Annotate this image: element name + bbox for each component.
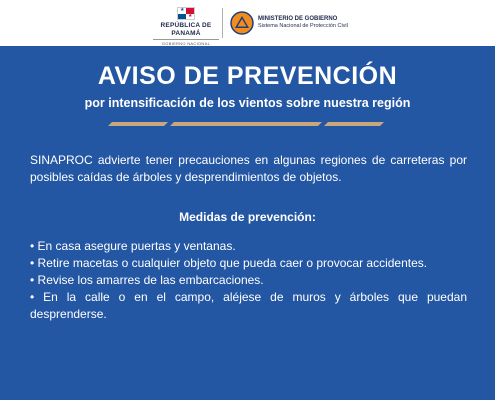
ministry-title: MINISTERIO DE GOBIERNO bbox=[258, 16, 338, 22]
country-subtitle: GOBIERNO NACIONAL bbox=[153, 39, 219, 46]
country-title: REPÚBLICA DE PANAMÁ bbox=[160, 22, 212, 37]
list-item: • Retire macetas o cualquier objeto que pueda caer o provocar accidentes. bbox=[30, 256, 428, 270]
list-item: • En casa asegure puertas y ventanas. bbox=[30, 239, 236, 253]
list-item: • Revise los amarres de las embarcaciones. bbox=[30, 273, 264, 287]
measures-heading: Medidas de prevención: bbox=[179, 210, 316, 224]
list-item: • En la calle o en el campo, aléjese de muros y árboles que puedan desprenderse. bbox=[30, 290, 467, 321]
header-bar bbox=[0, 0, 495, 46]
intro-paragraph: SINAPROC advierte tener precauciones en algunas regiones de carreteras por posibles caídas de árboles y desprendimientos de objetos. bbox=[30, 153, 467, 184]
header-divider bbox=[222, 8, 223, 38]
notice-subtitle: por intensificación de los vientos sobre nuestra región bbox=[84, 96, 411, 110]
decorative-rule bbox=[108, 122, 384, 126]
sinaproc-logo-icon bbox=[230, 11, 254, 35]
notice-title: AVISO DE PREVENCIÓN bbox=[97, 62, 398, 90]
panama-flag-icon: ★ ★ bbox=[177, 7, 195, 20]
measures-list bbox=[30, 238, 467, 323]
ministry-subtitle: Sistema Nacional de Protección Civil bbox=[258, 23, 348, 29]
ministry-text bbox=[258, 15, 348, 30]
panama-government-logo bbox=[145, 7, 227, 46]
